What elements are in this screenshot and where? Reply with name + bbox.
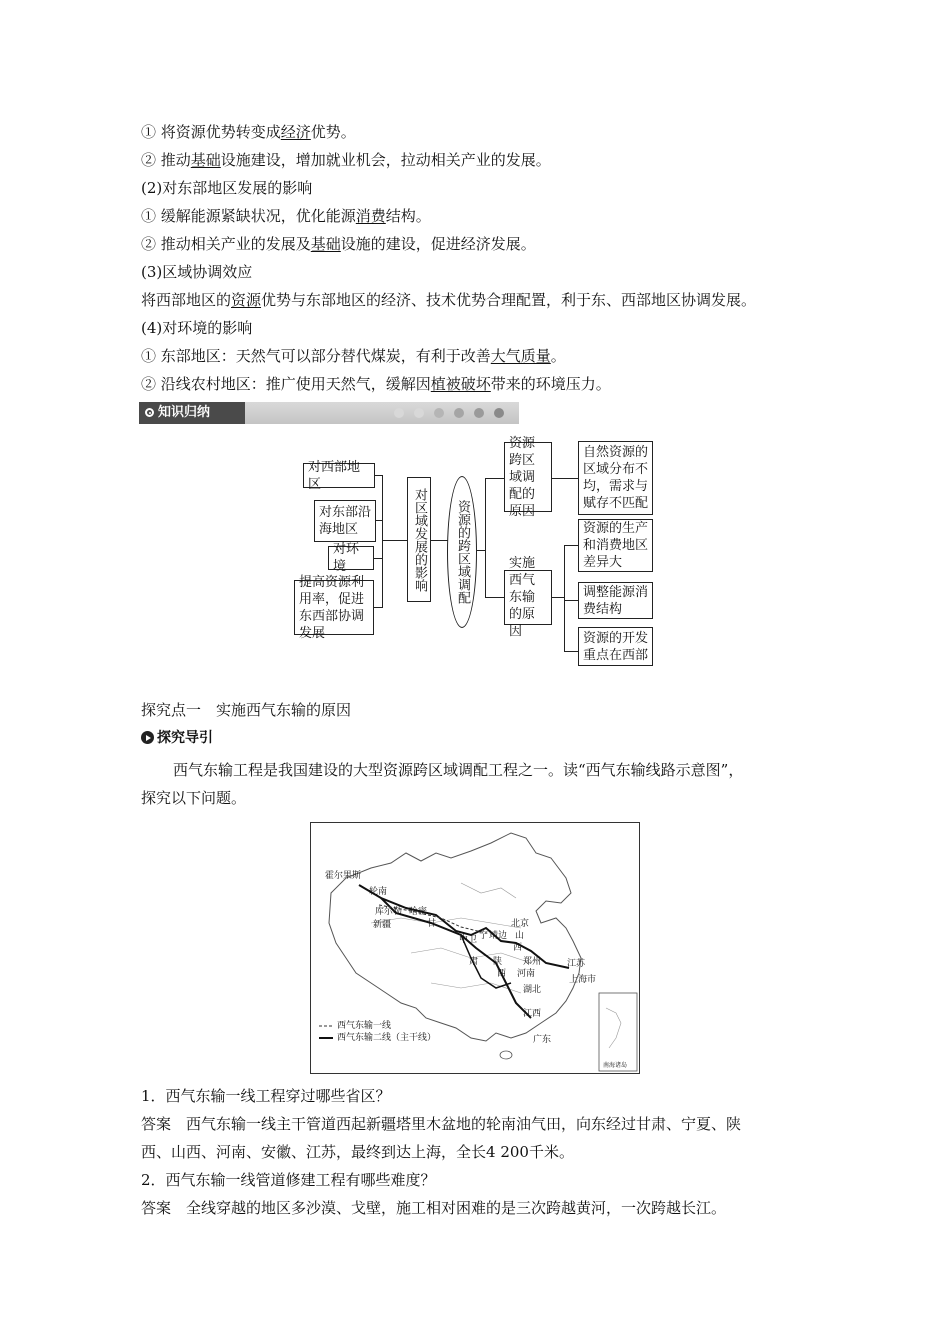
text-line: 将西部地区的资源优势与东部地区的经济、技术优势合理配置，利于东、西部地区协调发展。 (141, 291, 757, 309)
text-line: ② 推动相关产业的发展及基础设施的建设，促进经济发展。 (141, 235, 536, 253)
text-line: ① 东部地区：天然气可以部分替代煤炭，有利于改善大气质量。 (141, 347, 566, 365)
diagram-leaf-box: 资源的开发重点在西部 (578, 627, 653, 666)
connector (485, 478, 486, 598)
question: 1．西气东输一线工程穿过哪些省区？ (141, 1087, 391, 1105)
text-line: (3)区域协调效应 (141, 263, 253, 281)
map-label: 北京 (511, 919, 530, 929)
banner-label: 知识归纳 (158, 405, 211, 420)
connector (485, 597, 504, 598)
map-label: 湖北 (523, 985, 542, 995)
paragraph: 探究以下问题。 (141, 789, 247, 807)
map-legend-line1: 西气东输一线 (337, 1021, 392, 1031)
section-tag: 探究导引 (141, 729, 213, 747)
map-label: 郑州 (523, 957, 542, 967)
map-legend-line2: 西气东输二线（主干线） (337, 1033, 437, 1043)
connector (374, 558, 382, 559)
map-label: 哈密 (409, 907, 428, 917)
dot-icon (414, 408, 424, 418)
text-line: ① 缓解能源紧缺状况，优化能源消费结构。 (141, 207, 431, 225)
map-label: 西 (497, 969, 507, 979)
map-label: 上海市 (569, 975, 597, 985)
connector (552, 597, 564, 598)
text-line: ① 将资源优势转变成经济优势。 (141, 123, 356, 141)
map-inset-label: 南海诸岛 (603, 1062, 628, 1069)
connector (375, 475, 382, 476)
connector (564, 600, 578, 601)
connector (431, 540, 448, 541)
map-label: 肃 (469, 957, 479, 967)
connector (564, 651, 578, 652)
connector (485, 478, 504, 479)
dot-icon (474, 408, 484, 418)
map-label: 中卫 (459, 935, 478, 945)
diagram-leaf-box: 调整能源消费结构 (578, 582, 653, 619)
connector (552, 478, 578, 479)
map-label: 霍尔果斯 (325, 871, 362, 881)
text-line: ② 推动基础设施建设，增加就业机会，拉动相关产业的发展。 (141, 151, 551, 169)
dot-icon (454, 408, 464, 418)
section-title: 探究点一 实施西气东输的原因 (141, 701, 352, 719)
diagram-center-oval: 资源的跨区域调配 (447, 476, 477, 628)
map-label: 江苏 (567, 959, 586, 969)
map-label: 甘 (427, 919, 437, 929)
map-label: 库尔勒 (375, 907, 403, 917)
answer: 答案 全线穿越的地区多沙漠、戈壁，施工相对困难的是三次跨越黄河，一次跨越长江。 (141, 1199, 727, 1217)
play-icon (141, 731, 154, 744)
text-line: ② 沿线农村地区：推广使用天然气，缓解因植被破坏带来的环境压力。 (141, 375, 611, 393)
map-label: 新疆 (373, 920, 392, 930)
diagram-left-box: 提高资源利用率，促进东西部协调发展 (294, 580, 374, 635)
diagram-branch-box: 实施西气东输的原因 (504, 570, 552, 625)
paragraph: 西气东输工程是我国建设的大型资源跨区域调配工程之一。读“西气东输线路示意图”， (173, 761, 744, 779)
map-label: 靖边 (489, 931, 508, 941)
map-label: 轮南 (369, 887, 388, 897)
dot-icon (494, 408, 504, 418)
diagram-leaf-box: 自然资源的区域分布不均，需求与赋存不匹配 (578, 441, 653, 515)
dot-icon (434, 408, 444, 418)
answer: 答案 西气东输一线主干管道西起新疆塔里木盆地的轮南油气田，向东经过甘肃、宁夏、陕 (141, 1115, 742, 1133)
map-label: 河南 (517, 969, 536, 979)
text-line: (2)对东部地区发展的影响 (141, 179, 313, 197)
connector (374, 607, 382, 608)
diagram-leaf-box: 资源的生产和消费地区差异大 (578, 519, 653, 572)
map-label: 宁 (479, 931, 489, 941)
connector (382, 540, 407, 541)
diagram-middle-box: 对区域发展的影响 (407, 477, 431, 602)
banner-tab (139, 402, 245, 424)
diagram-left-box: 对东部沿海地区 (314, 500, 376, 542)
pipeline-map (310, 822, 640, 1074)
connector (564, 545, 578, 546)
map-label: 广东 (533, 1035, 552, 1045)
diagram-branch-box: 资源跨区域调配的原因 (504, 442, 552, 512)
diagram-left-box: 对环境 (328, 546, 374, 570)
target-icon (145, 408, 154, 417)
map-label: 山 (515, 931, 525, 941)
map-label: 西 (513, 943, 523, 953)
knowledge-summary-banner (139, 402, 519, 424)
diagram-left-box: 对西部地区 (303, 463, 375, 488)
answer: 西、山西、河南、安徽、江苏，最终到达上海，全长4 200千米。 (141, 1143, 574, 1161)
dot-icon (394, 408, 404, 418)
connector (564, 545, 565, 652)
connector (382, 475, 383, 608)
connector (477, 550, 485, 551)
text-line: (4)对环境的影响 (141, 319, 253, 337)
map-label: 陕 (493, 957, 503, 967)
map-label: 江西 (523, 1009, 542, 1019)
question: 2．西气东输一线管道修建工程有哪些难度？ (141, 1171, 436, 1189)
